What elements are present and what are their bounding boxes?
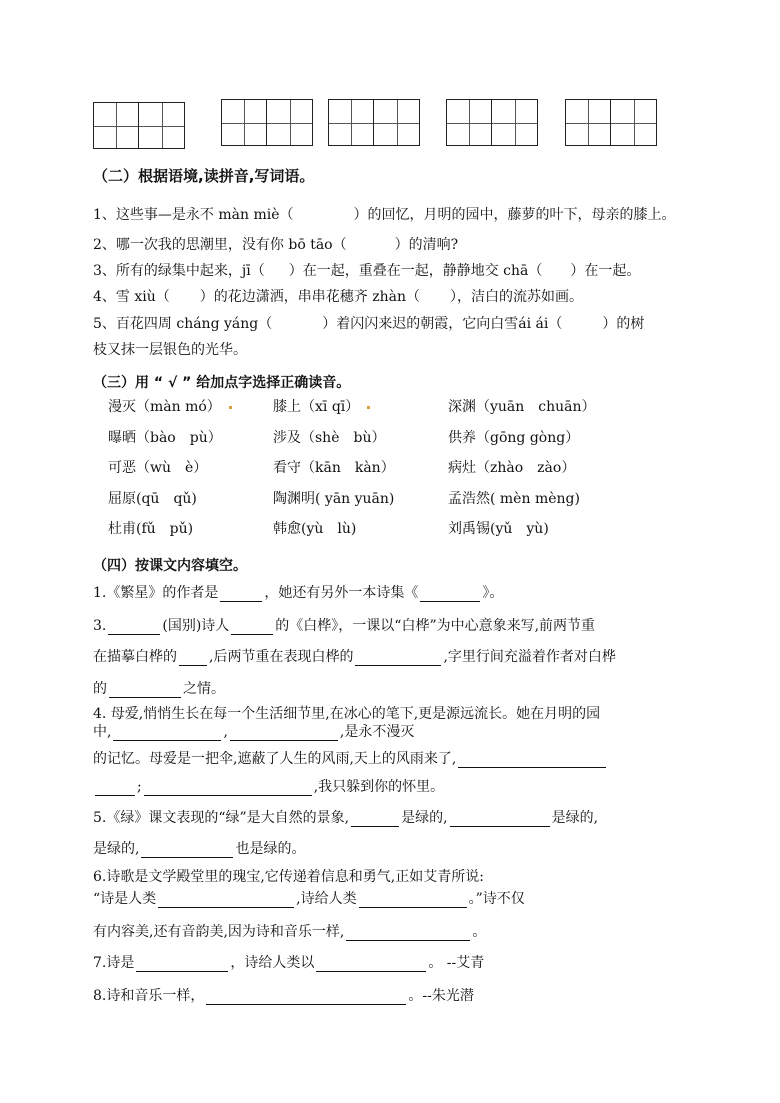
- option-4-1[interactable]: 屈原(qū qǔ): [108, 491, 197, 507]
- fill-blank[interactable]: [230, 726, 338, 741]
- q3-line1: 3. (国别)诗人 的《白桦》，一课以“白桦”为中心意象来写,前两节重: [93, 618, 596, 634]
- s2-item-1: 1、这些事—是永不 màn miè（ ）的回忆，月明的园中，藤萝的叶下，母亲的膝上。: [93, 207, 676, 223]
- fill-blank[interactable]: [109, 683, 181, 698]
- option-2-3[interactable]: 供养（gōng gòng）: [448, 430, 580, 446]
- option-5-3[interactable]: 刘禹锡(yǔ yù): [448, 521, 549, 537]
- section3-heading: （三）用 “ √ ” 给加点字选择正确读音。: [93, 375, 351, 391]
- writing-grid-4[interactable]: [446, 99, 538, 146]
- q3-line2: 在描摹白桦的 ,后两节重在表现白桦的 ,字里行间充溢着作者对白桦: [93, 649, 616, 665]
- section4-heading: （四）按课文内容填空。: [93, 558, 247, 574]
- q5-line1: 5.《绿》课文表现的“绿”是大自然的景象, 是绿的, 是绿的,: [93, 810, 599, 826]
- option-3-2[interactable]: 看守（kān kàn）: [273, 460, 395, 476]
- fill-blank[interactable]: [136, 957, 228, 972]
- fill-blank[interactable]: [359, 893, 467, 908]
- fill-blank[interactable]: [179, 651, 207, 666]
- writing-grid-1[interactable]: [93, 102, 185, 149]
- writing-grid-2[interactable]: [221, 99, 313, 146]
- fill-blank[interactable]: [158, 893, 294, 908]
- fill-blank[interactable]: [206, 990, 406, 1005]
- option-5-2[interactable]: 韩愈(yù lù): [273, 521, 357, 537]
- fill-blank[interactable]: [355, 651, 441, 666]
- s2-item-2: 2、哪一次我的思潮里，没有你 bō tāo（ ）的清响?: [93, 237, 459, 253]
- q4-line2: 中, , ,是永不漫灭: [93, 724, 415, 740]
- fill-blank[interactable]: [458, 753, 606, 768]
- section2-heading: （二）根据语境,读拼音,写词语。: [93, 167, 315, 185]
- fill-blank[interactable]: [108, 620, 160, 635]
- fill-blank[interactable]: [113, 726, 221, 741]
- q4-line4: ; ,我只躲到你的怀里。: [93, 776, 444, 796]
- q6-line2: “诗是人类 ,诗给人类 。”诗不仅: [93, 891, 525, 907]
- option-4-3[interactable]: 孟浩然( mèn mèng): [448, 491, 580, 507]
- fill-blank[interactable]: [420, 587, 480, 602]
- fill-blank[interactable]: [231, 620, 273, 635]
- option-2-1[interactable]: 曝晒（bào pù）: [108, 430, 222, 446]
- option-3-1[interactable]: 可恶（wù è）: [108, 460, 208, 476]
- s2-item-4: 4、雪 xiù（ ）的花边潇洒，串串花穗齐 zhàn（ ），洁白的流苏如画。: [93, 289, 583, 305]
- q4-line3: 的记忆。母爱是一把伞,遮蔽了人生的风雨,天上的风雨来了,: [93, 748, 608, 768]
- option-1-3[interactable]: 深渊（yuān chuān）: [448, 399, 596, 415]
- q4-line1: 4. 母爱,悄悄生长在每一个生活细节里,在冰心的笔下,更是源远流长。她在月明的园: [93, 706, 601, 722]
- fill-blank[interactable]: [450, 812, 550, 827]
- q6-line3: 有内容美,还有音韵美,因为诗和音乐一样, 。: [93, 924, 487, 940]
- fill-blank[interactable]: [95, 781, 135, 796]
- option-4-2[interactable]: 陶渊明( yān yuān): [273, 491, 395, 507]
- option-1-2[interactable]: 膝上（xī qī）: [273, 396, 370, 416]
- fill-blank[interactable]: [316, 957, 426, 972]
- s2-item-3: 3、所有的绿集中起来，jī（ ）在一起，重叠在一起，静静地交 chā（ ）在一起。: [93, 263, 641, 279]
- option-1-1[interactable]: 漫灭（màn mó）: [108, 396, 232, 416]
- writing-grid-3[interactable]: [328, 99, 420, 146]
- q3-line3: 的 之情。: [93, 681, 225, 697]
- fill-blank[interactable]: [141, 843, 233, 858]
- fill-blank[interactable]: [144, 781, 312, 796]
- q5-line2: 是绿的, 也是绿的。: [93, 841, 306, 857]
- writing-grid-5[interactable]: [565, 99, 657, 146]
- q1: 1.《繁星》的作者是 ，她还有另外一本诗集《 》。: [93, 585, 504, 601]
- option-5-1[interactable]: 杜甫(fǔ pǔ): [108, 521, 194, 537]
- fill-blank[interactable]: [346, 926, 470, 941]
- s2-item-5: 5、百花四周 cháng yáng（ ）着闪闪来迟的朝霞，它向白雪ái ái（ ）的树: [93, 316, 645, 332]
- q7: 7.诗是 ，诗给人类以 。 --艾青: [93, 955, 485, 971]
- fill-blank[interactable]: [351, 812, 399, 827]
- option-3-3[interactable]: 病灶（zhào zào）: [448, 460, 576, 476]
- q8: 8.诗和音乐一样， 。--朱光潜: [93, 988, 474, 1004]
- q6-line1: 6.诗歌是文学殿堂里的瑰宝,它传递着信息和勇气,正如艾青所说:: [93, 869, 484, 885]
- fill-blank[interactable]: [220, 587, 262, 602]
- option-2-2[interactable]: 涉及（shè bù）: [273, 430, 386, 446]
- s2-item-5-cont: 枝又抹一层银色的光华。: [93, 342, 247, 358]
